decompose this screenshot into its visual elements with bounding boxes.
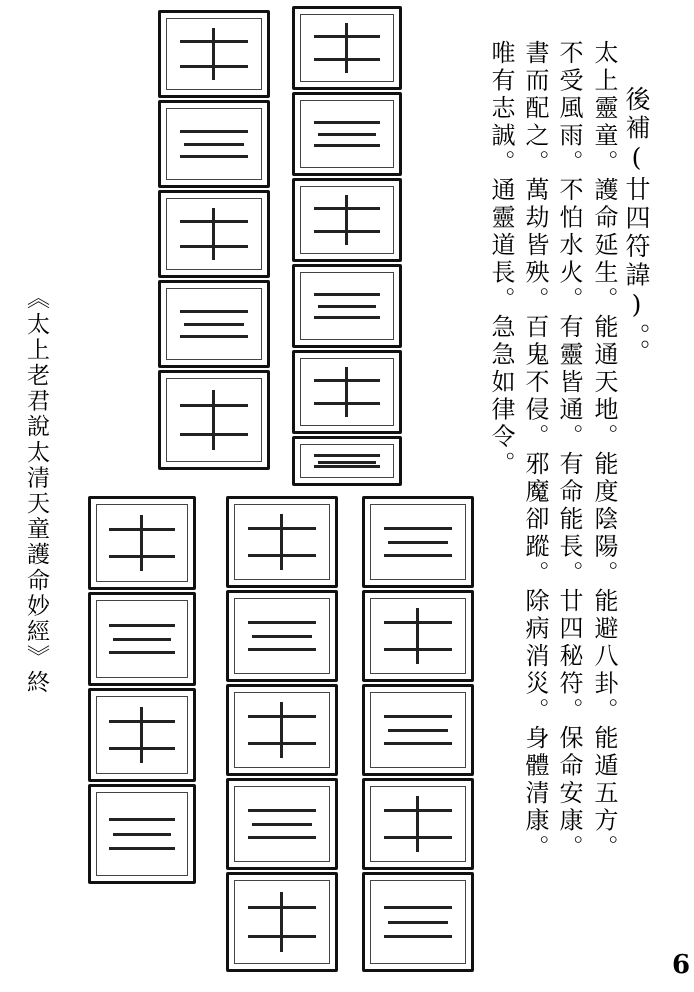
talisman-glyph <box>292 92 402 176</box>
talisman-glyph <box>158 370 270 470</box>
talisman-glyph <box>226 496 338 588</box>
talisman-glyph <box>292 436 402 486</box>
talisman-glyph <box>292 6 402 90</box>
talisman-glyph <box>158 280 270 368</box>
talisman-glyph <box>362 684 474 776</box>
talisman-glyph <box>226 684 338 776</box>
talisman-glyph <box>292 350 402 434</box>
verse-column-3: 書而配之。萬劫皆殃。百鬼不侵。邪魔卻蹤。除病消災。身體清康。 <box>521 40 549 862</box>
talisman-glyph <box>292 264 402 348</box>
talisman-glyph <box>158 100 270 188</box>
talisman-glyph <box>88 592 196 686</box>
talisman-glyph <box>158 10 270 98</box>
talisman-glyph <box>88 784 196 884</box>
talisman-glyph <box>362 496 474 588</box>
talisman-glyph <box>362 778 474 870</box>
talisman-glyph <box>362 590 474 682</box>
talisman-glyph <box>226 778 338 870</box>
verse-column-4: 唯有志誠。通靈道長。急急如律令。 <box>487 40 515 479</box>
page-number: 6 <box>672 950 691 980</box>
talisman-glyph <box>158 190 270 278</box>
section-heading: 後補(廿四符諱)。。 <box>622 86 651 368</box>
scripture-end-caption: 《太上老君說太清天童護命妙經》終 <box>23 286 49 696</box>
talisman-glyph <box>362 872 474 972</box>
talisman-glyph <box>88 496 196 590</box>
talisman-glyph <box>226 872 338 972</box>
verse-column-1: 太上靈童。護命延生。能通天地。能度陰陽。能避八卦。能遁五方。 <box>590 40 618 862</box>
verse-column-2: 不受風雨。不怕水火。有靈皆通。有命能長。廿四秘符。保命安康。 <box>555 40 583 862</box>
talisman-glyph <box>292 178 402 262</box>
talisman-glyph <box>226 590 338 682</box>
talisman-glyph <box>88 688 196 782</box>
